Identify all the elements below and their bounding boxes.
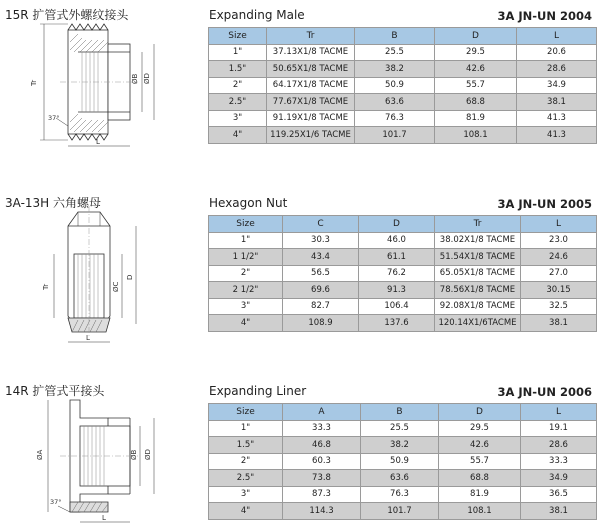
table-cell: 1": [209, 44, 267, 61]
dim-c-label: ØC: [112, 281, 120, 292]
header-cell: Tr: [267, 28, 355, 45]
header-cell: Size: [209, 404, 283, 421]
dim-l-label: L: [102, 514, 106, 522]
table-cell: 2": [209, 453, 283, 470]
table-cell: 42.6: [435, 61, 517, 78]
table-cell: 37.13X1/8 TACME: [267, 44, 355, 61]
table-cell: 1": [209, 420, 283, 437]
section-label: 14R 扩管式平接头: [5, 384, 105, 398]
table-cell: 60.3: [283, 453, 361, 470]
table-cell: 1.5": [209, 61, 267, 78]
table-row: [209, 453, 597, 470]
dim-b-label: ØB: [130, 449, 138, 460]
table-cell: 81.9: [435, 110, 517, 127]
table-row: [209, 315, 597, 332]
table-cell: 4": [209, 127, 267, 144]
table-cell: 29.5: [435, 44, 517, 61]
table-cell: 56.5: [283, 265, 359, 282]
table-cell: 91.3: [359, 282, 435, 299]
table-cell: 20.6: [517, 44, 597, 61]
table-cell: 46.0: [359, 232, 435, 249]
section-title: Expanding Liner: [209, 384, 307, 398]
table-cell: 1.5": [209, 437, 283, 454]
table-cell: 25.5: [361, 420, 439, 437]
table-cell: 30.3: [283, 232, 359, 249]
table-header-row: [209, 216, 597, 233]
table-cell: 65.05X1/8 TACME: [435, 265, 521, 282]
header-cell: B: [355, 28, 435, 45]
table-row: [209, 470, 597, 487]
table-cell: 46.8: [283, 437, 361, 454]
table-cell: 1": [209, 232, 283, 249]
table-cell: 64.17X1/8 TACME: [267, 77, 355, 94]
header-cell: D: [435, 28, 517, 45]
section-code: 3A JN-UN 2005: [497, 197, 592, 211]
table-row: [209, 110, 597, 127]
table-cell: 3": [209, 298, 283, 315]
table-cell: 137.6: [359, 315, 435, 332]
spec-table: [208, 27, 597, 144]
header-cell: A: [283, 404, 361, 421]
table-cell: 28.6: [521, 437, 597, 454]
table-cell: 41.3: [517, 110, 597, 127]
expanding-liner-drawing: [20, 396, 170, 526]
table-cell: 73.8: [283, 470, 361, 487]
table-cell: 2": [209, 265, 283, 282]
table-cell: 76.3: [355, 110, 435, 127]
table-cell: 87.3: [283, 486, 361, 503]
table-cell: 43.4: [283, 249, 359, 266]
table-row: [209, 61, 597, 78]
table-cell: 3": [209, 486, 283, 503]
table-cell: 29.5: [439, 420, 521, 437]
table-cell: 41.3: [517, 127, 597, 144]
header-cell: L: [521, 404, 597, 421]
table-cell: 33.3: [283, 420, 361, 437]
table-cell: 108.1: [435, 127, 517, 144]
table-cell: 50.65X1/8 TACME: [267, 61, 355, 78]
dim-l-label: L: [86, 334, 90, 342]
dim-angle-label: 37°: [48, 114, 60, 122]
table-row: [209, 265, 597, 282]
header-cell: D: [439, 404, 521, 421]
table-row: [209, 44, 597, 61]
expanding-male-drawing: [20, 22, 170, 150]
hexagon-nut-drawing: [20, 206, 170, 352]
table-cell: 63.6: [361, 470, 439, 487]
dim-d-label: ØD: [144, 449, 152, 460]
table-cell: 78.56X1/8 TACME: [435, 282, 521, 299]
dim-tr-label: Tr: [30, 79, 38, 86]
table-row: [209, 77, 597, 94]
dim-angle-label: 37°: [50, 498, 62, 506]
table-cell: 68.8: [435, 94, 517, 111]
table-cell: 38.2: [361, 437, 439, 454]
table-row: [209, 127, 597, 144]
table-cell: 32.5: [521, 298, 597, 315]
section-code: 3A JN-UN 2004: [497, 9, 592, 23]
table-row: [209, 486, 597, 503]
dim-tr-label: Tr: [42, 283, 50, 290]
table-row: [209, 503, 597, 520]
table-cell: 77.67X1/8 TACME: [267, 94, 355, 111]
section-label: 3A-13H 六角螺母: [5, 196, 102, 210]
section-code: 3A JN-UN 2006: [497, 385, 592, 399]
table-row: [209, 232, 597, 249]
table-cell: 34.9: [517, 77, 597, 94]
table-cell: 2": [209, 77, 267, 94]
table-cell: 81.9: [439, 486, 521, 503]
header-cell: D: [359, 216, 435, 233]
table-cell: 91.19X1/8 TACME: [267, 110, 355, 127]
table-cell: 92.08X1/8 TACME: [435, 298, 521, 315]
table-cell: 120.14X1/6TACME: [435, 315, 521, 332]
table-cell: 55.7: [439, 453, 521, 470]
header-cell: C: [283, 216, 359, 233]
table-cell: 101.7: [361, 503, 439, 520]
table-row: [209, 249, 597, 266]
table-cell: 82.7: [283, 298, 359, 315]
table-cell: 2.5": [209, 470, 283, 487]
table-cell: 106.4: [359, 298, 435, 315]
spec-table: [208, 403, 597, 520]
table-row: [209, 437, 597, 454]
table-cell: 63.6: [355, 94, 435, 111]
table-cell: 4": [209, 503, 283, 520]
table-cell: 61.1: [359, 249, 435, 266]
table-row: [209, 420, 597, 437]
section-label: 15R 扩管式外螺纹接头: [5, 8, 129, 22]
header-cell: B: [361, 404, 439, 421]
table-cell: 27.0: [521, 265, 597, 282]
table-header-row: [209, 28, 597, 45]
table-cell: 69.6: [283, 282, 359, 299]
header-cell: L: [517, 28, 597, 45]
section-expanding-liner: [0, 378, 600, 527]
table-cell: 1 1/2": [209, 249, 283, 266]
table-cell: 51.54X1/8 TACME: [435, 249, 521, 266]
table-cell: 19.1: [521, 420, 597, 437]
dim-l-label: L: [96, 138, 100, 146]
table-cell: 55.7: [435, 77, 517, 94]
header-cell: Tr: [435, 216, 521, 233]
header-cell: Size: [209, 28, 267, 45]
section-expanding-male: [0, 0, 600, 150]
table-cell: 114.3: [283, 503, 361, 520]
section-hexagon-nut: [0, 188, 600, 348]
table-cell: 50.9: [361, 453, 439, 470]
table-cell: 24.6: [521, 249, 597, 266]
dim-d-label: D: [126, 274, 134, 280]
table-cell: 38.1: [517, 94, 597, 111]
table-cell: 25.5: [355, 44, 435, 61]
header-cell: Size: [209, 216, 283, 233]
table-cell: 23.0: [521, 232, 597, 249]
table-row: [209, 94, 597, 111]
table-cell: 34.9: [521, 470, 597, 487]
table-cell: 28.6: [517, 61, 597, 78]
table-cell: 76.2: [359, 265, 435, 282]
table-cell: 108.9: [283, 315, 359, 332]
table-cell: 68.8: [439, 470, 521, 487]
table-cell: 42.6: [439, 437, 521, 454]
table-cell: 3": [209, 110, 267, 127]
dim-b-label: ØB: [131, 73, 139, 84]
header-cell: L: [521, 216, 597, 233]
table-cell: 36.5: [521, 486, 597, 503]
table-cell: 4": [209, 315, 283, 332]
table-cell: 50.9: [355, 77, 435, 94]
table-cell: 76.3: [361, 486, 439, 503]
table-header-row: [209, 404, 597, 421]
table-cell: 119.25X1/6 TACME: [267, 127, 355, 144]
table-cell: 38.1: [521, 315, 597, 332]
section-title: Expanding Male: [209, 8, 305, 22]
table-cell: 30.15: [521, 282, 597, 299]
table-row: [209, 298, 597, 315]
table-cell: 38.1: [521, 503, 597, 520]
table-row: [209, 282, 597, 299]
table-cell: 2.5": [209, 94, 267, 111]
table-cell: 108.1: [439, 503, 521, 520]
dim-a-label: ØA: [36, 449, 44, 460]
section-title: Hexagon Nut: [209, 196, 288, 210]
table-cell: 33.3: [521, 453, 597, 470]
spec-table: [208, 215, 597, 332]
table-cell: 38.2: [355, 61, 435, 78]
dim-d-label: ØD: [143, 73, 151, 84]
table-cell: 101.7: [355, 127, 435, 144]
table-cell: 38.02X1/8 TACME: [435, 232, 521, 249]
table-cell: 2 1/2": [209, 282, 283, 299]
